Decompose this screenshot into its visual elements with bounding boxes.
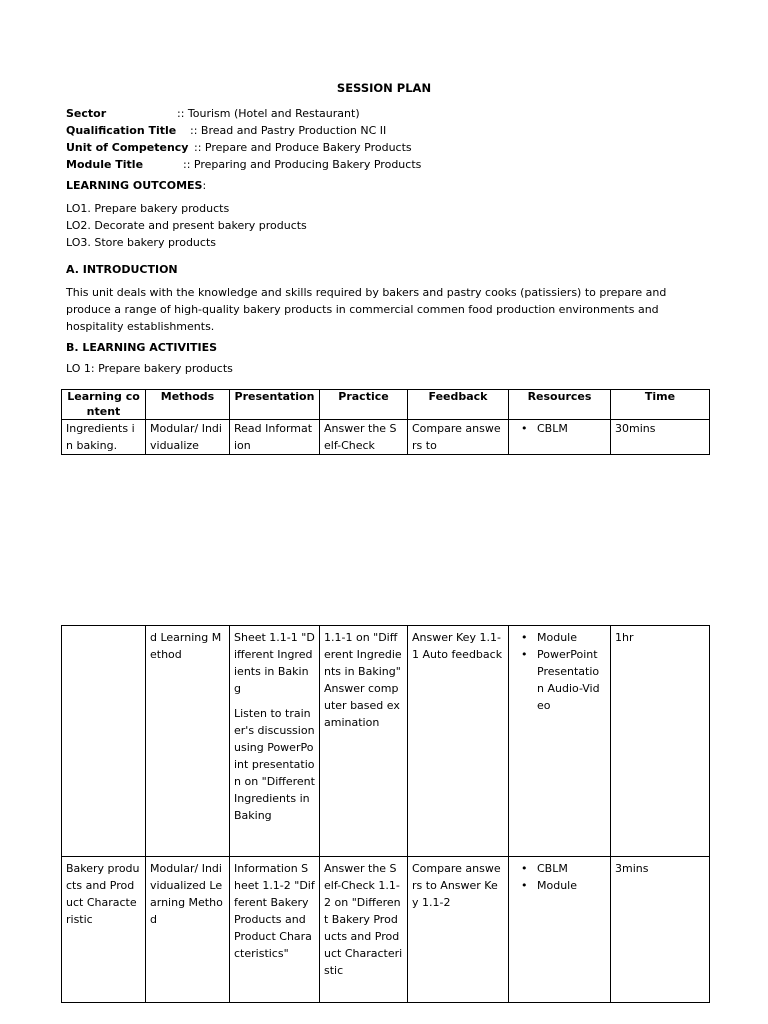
info-label: Qualification Title <box>66 124 177 137</box>
lo-title: LO 1: Prepare bakery products <box>66 362 233 375</box>
header-resources: Resources <box>509 390 611 420</box>
resource-item: • Module <box>527 877 606 894</box>
table-row <box>62 626 710 857</box>
cell-methods: d Learning Method <box>146 626 230 857</box>
resources-list <box>513 420 606 437</box>
activities-table-page2 <box>61 625 710 1003</box>
cell-time: 3mins <box>611 857 710 1003</box>
cell-feedback: Compare answers to <box>408 420 509 455</box>
heading-colon: : <box>202 179 207 192</box>
cell-resources <box>509 420 611 455</box>
cell-resources <box>509 857 611 1003</box>
resources-list <box>513 629 606 714</box>
resource-item: • CBLM <box>527 420 606 437</box>
header-learning-content: Learning content <box>62 390 146 420</box>
table-header-row <box>62 390 710 420</box>
cell-time: 30mins <box>611 420 710 455</box>
resource-item: • CBLM <box>527 860 606 877</box>
cell-practice: Answer the Self-Check <box>320 420 408 455</box>
table-row <box>62 857 710 1003</box>
lo-item: LO2. Decorate and present bakery products <box>66 219 307 232</box>
info-label: Module Title <box>66 158 144 171</box>
info-value: :: Bread and Pastry Production NC II <box>190 124 387 137</box>
learning-activities-heading: B. LEARNING ACTIVITIES <box>66 341 218 354</box>
header-methods: Methods <box>146 390 230 420</box>
cell-resources <box>509 626 611 857</box>
cell-practice: 1.1-1 on "Different Ingredients in Baking" Answer computer based examination <box>320 626 408 857</box>
resources-list <box>513 860 606 894</box>
cell-practice: Answer the Self-Check 1.1-2 on "Different Bakery Products and Product Characteristic <box>320 857 408 1003</box>
cell-content: Ingredients in baking. <box>62 420 146 455</box>
cell-methods: Modular/ Individualize <box>146 420 230 455</box>
cell-content: Bakery products and Product Characteristic <box>62 857 146 1003</box>
cell-presentation <box>230 626 320 857</box>
table-row <box>62 420 710 455</box>
learning-outcomes-heading <box>66 179 206 192</box>
cell-content <box>62 626 146 857</box>
document-title: SESSION PLAN <box>336 81 432 95</box>
cell-feedback: Answer Key 1.1-1 Auto feedback <box>408 626 509 857</box>
info-value: :: Prepare and Produce Bakery Products <box>194 141 412 154</box>
header-practice: Practice <box>320 390 408 420</box>
cell-presentation: Information Sheet 1.1-2 "Different Bakery Products and Product Characteristics" <box>230 857 320 1003</box>
lo-item: LO3. Store bakery products <box>66 236 216 249</box>
heading-text: LEARNING OUTCOMES <box>66 179 203 192</box>
introduction-heading: A. INTRODUCTION <box>66 263 178 276</box>
activities-table-page1 <box>61 389 710 455</box>
resource-item: • Module <box>527 629 606 646</box>
resource-item: • PowerPoint Presentation Audio-Video <box>527 646 606 714</box>
cell-presentation: Read Information <box>230 420 320 455</box>
cell-time: 1hr <box>611 626 710 857</box>
cell-methods: Modular/ Individualized Learning Method <box>146 857 230 1003</box>
presentation-text: Listen to trainer's discussion using PowerPoint presentation on "Different Ingredients in Baking <box>234 707 315 822</box>
introduction-text: This unit deals with the knowledge and skills required by bakers and pastry cooks (patissiers) to prepare and produce a range of high-quality bakery products in commercial commen food production environments and hospitality establishments. <box>66 286 667 333</box>
header-feedback: Feedback <box>408 390 509 420</box>
info-value: :: Preparing and Producing Bakery Products <box>183 158 422 171</box>
header-presentation: Presentation <box>230 390 320 420</box>
presentation-text: Sheet 1.1-1 "Different Ingredients in Baking <box>234 631 315 695</box>
header-time: Time <box>611 390 710 420</box>
cell-feedback: Compare answers to Answer Key 1.1-2 <box>408 857 509 1003</box>
info-label: Unit of Competency <box>66 141 189 154</box>
info-label: Sector <box>66 107 107 120</box>
info-value: :: Tourism (Hotel and Restaurant) <box>177 107 360 120</box>
lo-item: LO1. Prepare bakery products <box>66 202 230 215</box>
